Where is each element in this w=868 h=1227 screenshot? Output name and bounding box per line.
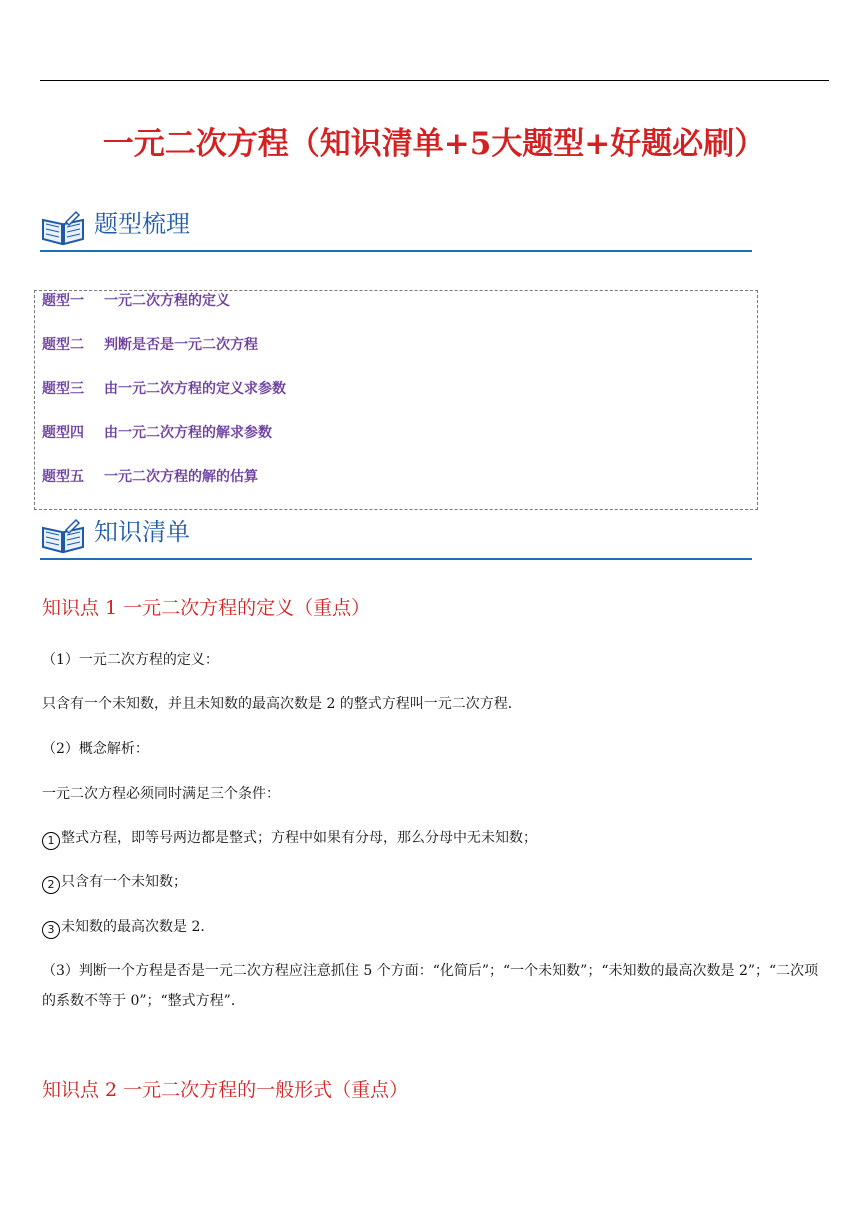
toc-text: 判断是否是一元二次方程 bbox=[104, 337, 258, 353]
circled-number-icon: 2 bbox=[42, 876, 60, 894]
condition-text: 未知数的最高次数是 2． bbox=[61, 919, 215, 935]
header-rule bbox=[40, 80, 829, 81]
section-heading-label: 题型梳理 bbox=[94, 210, 190, 238]
section-heading-question-types bbox=[40, 206, 752, 252]
list-item[interactable] bbox=[42, 467, 258, 487]
toc-text: 由一元二次方程的解求参数 bbox=[104, 425, 272, 441]
book-icon bbox=[40, 518, 86, 554]
condition-item-3 bbox=[42, 917, 214, 939]
list-item[interactable] bbox=[42, 379, 286, 399]
toc-text: 一元二次方程的解的估算 bbox=[104, 469, 258, 485]
condition-text: 只含有一个未知数； bbox=[61, 874, 187, 890]
knowledge-point-2-heading: 知识点 2 一元二次方程的一般形式（重点） bbox=[42, 1079, 409, 1101]
book-icon bbox=[40, 210, 86, 246]
toc-number: 题型五 bbox=[42, 469, 84, 485]
section-heading-label: 知识清单 bbox=[94, 518, 190, 546]
kp1-paragraph-5: （3）判断一个方程是否是一元二次方程应注意抓住 5 个方面：“化简后”；“一个未知数”；“未知数的最高次数是 2”；“二次项的系数不等于 0”；“整式方程”． bbox=[42, 963, 819, 1009]
condition-item-1 bbox=[42, 828, 537, 850]
toc-text: 一元二次方程的定义 bbox=[104, 293, 230, 309]
toc-number: 题型三 bbox=[42, 381, 84, 397]
kp1-paragraph-4: 一元二次方程必须同时满足三个条件： bbox=[42, 786, 280, 802]
kp1-paragraph-1: （1）一元二次方程的定义： bbox=[42, 652, 219, 668]
condition-text: 整式方程，即等号两边都是整式；方程中如果有分母，那么分母中无未知数； bbox=[61, 830, 537, 846]
list-item[interactable] bbox=[42, 335, 258, 355]
list-item[interactable] bbox=[42, 291, 230, 311]
list-item[interactable] bbox=[42, 423, 272, 443]
circled-number-icon: 1 bbox=[42, 832, 60, 850]
document-title: 一元二次方程（知识清单+5大题型+好题必刷） bbox=[102, 126, 766, 162]
toc-text: 由一元二次方程的定义求参数 bbox=[104, 381, 286, 397]
toc-number: 题型四 bbox=[42, 425, 84, 441]
toc-number: 题型一 bbox=[42, 293, 84, 309]
circled-number-icon: 3 bbox=[42, 921, 60, 939]
kp1-paragraph-2: 只含有一个未知数，并且未知数的最高次数是 2 的整式方程叫一元二次方程． bbox=[42, 696, 522, 712]
question-type-list bbox=[34, 290, 758, 510]
kp1-paragraph-3: （2）概念解析： bbox=[42, 741, 149, 757]
toc-number: 题型二 bbox=[42, 337, 84, 353]
section-heading-knowledge-list bbox=[40, 514, 752, 560]
knowledge-point-1-heading: 知识点 1 一元二次方程的定义（重点） bbox=[42, 597, 371, 619]
condition-item-2 bbox=[42, 872, 187, 894]
